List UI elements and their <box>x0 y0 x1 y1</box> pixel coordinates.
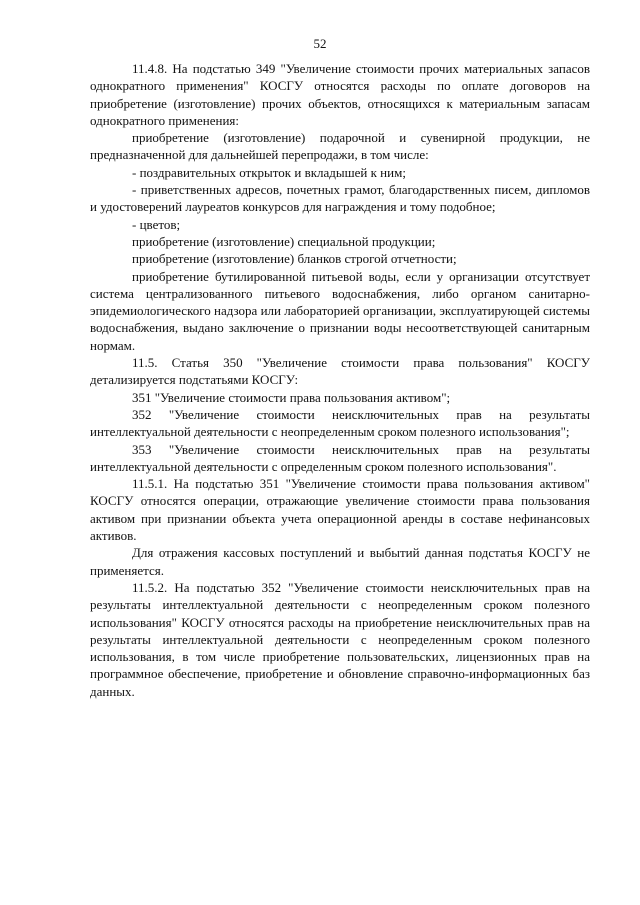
paragraph-353: 353 "Увеличение стоимости неисключительных прав на результаты интеллектуальной деятельности с определенным сроком полезного использования". <box>90 441 590 474</box>
paragraph-11-5: 11.5. Статья 350 "Увеличение стоимости права пользования" КОСГУ детализируется подстатьями КОСГУ: <box>90 355 590 388</box>
paragraph-strict-forms: приобретение (изготовление) бланков строгой отчетности; <box>132 251 457 267</box>
paragraph-11-5-1: 11.5.1. На подстатью 351 "Увеличение стоимости права пользования активом" КОСГУ относятся операции, отражающие увеличение стоимости права пользования активом при признании объекта учета операционной аренды в составе нефинансовых активов. <box>90 476 590 544</box>
paragraph-cash-note: Для отражения кассовых поступлений и выбытий данная подстатья КОСГУ не применяется. <box>90 545 590 578</box>
paragraph-souvenir-products: приобретение (изготовление) подарочной и сувенирной продукции, не предназначенной для дальнейшей перепродажи, в том числе: <box>90 130 590 163</box>
page-number: 52 <box>313 36 327 51</box>
paragraph-special-products: приобретение (изготовление) специальной продукции; <box>132 233 436 249</box>
paragraph-11-5-2: 11.5.2. На подстатью 352 "Увеличение стоимости неисключительных прав на результаты интеллектуальной деятельности с неопределенным сроком полезного использования" КОСГУ относятся расходы на приобретение неисключительных прав на результаты интеллектуальной деятельности с неопределенным сроком полезного использования, в том числе приобретение пользовательских, лицензионных прав на программное обеспечение, приобретение и обновление справочно-информационных баз данных. <box>90 579 590 699</box>
document-body <box>90 60 590 700</box>
paragraph-352: 352 "Увеличение стоимости неисключительных прав на результаты интеллектуальной деятельности с неопределенным сроком полезного использования"; <box>90 406 590 440</box>
paragraph-351: 351 "Увеличение стоимости права пользования активом"; <box>132 389 451 405</box>
list-item-postcards: - поздравительных открыток и вкладышей к ним; <box>132 164 406 180</box>
list-item-flowers: - цветов; <box>132 216 181 232</box>
paragraph-bottled-water: приобретение бутилированной питьевой воды, если у организации отсутствует система централизованного питьевого водоснабжения, либо органом санитарно-эпидемиологического надзора или лабораторией организации, эксплуатирующей системы водоснабжения, выдано заключение о признании воды несоответствующей санитарным нормам. <box>90 268 590 353</box>
paragraph-11-4-8: 11.4.8. На подстатью 349 "Увеличение стоимости прочих материальных запасов однократного применения" КОСГУ относятся расходы по оплате договоров на приобретение (изготовление) прочих объектов, относящихся к материальным запасам однократного применения: <box>90 61 590 128</box>
list-item-addresses-certificates: - приветственных адресов, почетных грамот, благодарственных писем, дипломов и удостоверений лауреатов конкурсов для награждения и тому подобное; <box>90 182 590 215</box>
